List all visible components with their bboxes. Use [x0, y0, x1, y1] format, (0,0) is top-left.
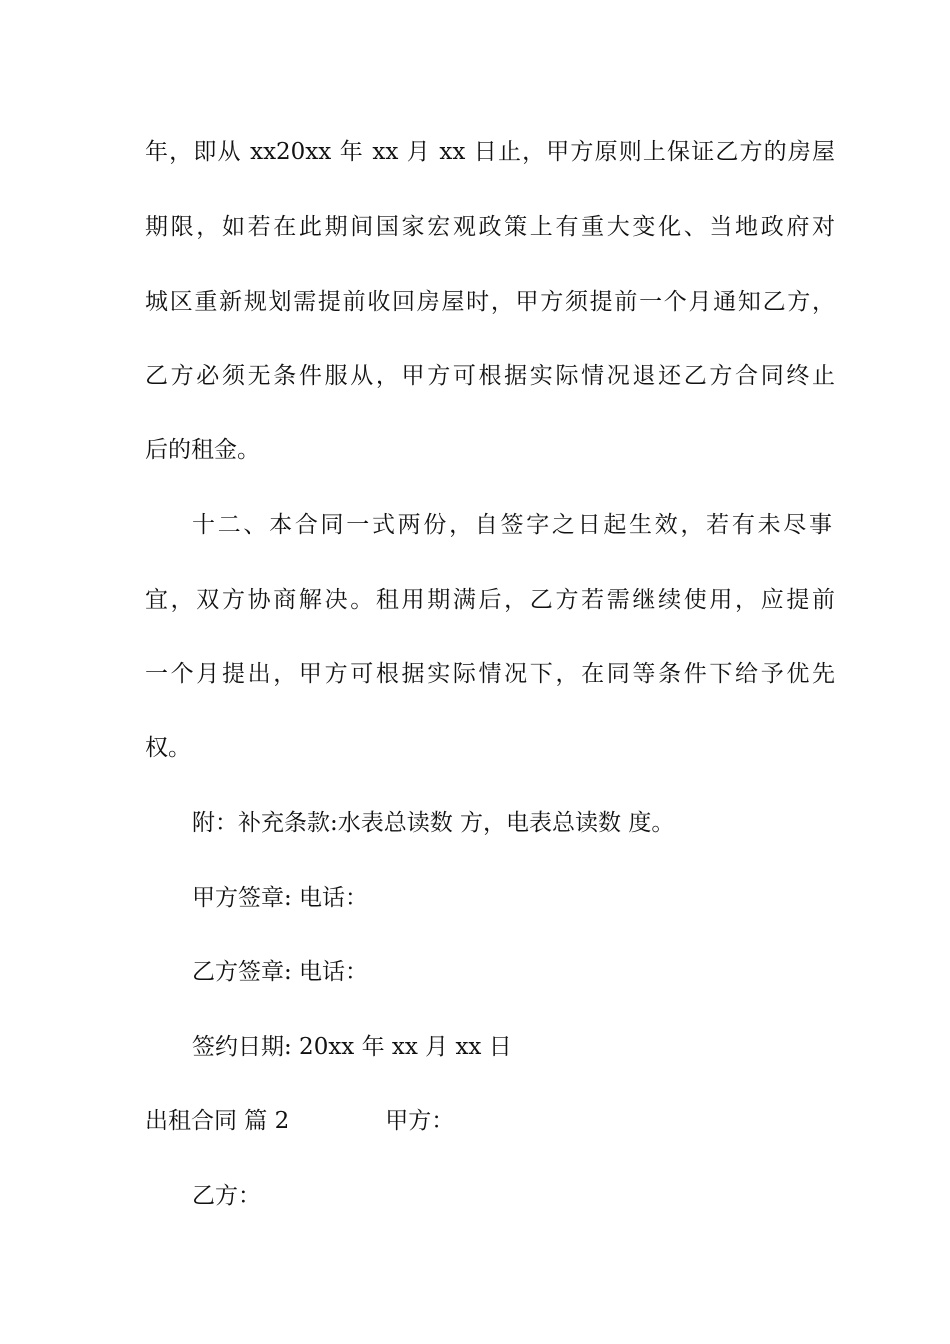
party-a-signature-line: 甲方签章: 电话： [192, 885, 369, 911]
paragraph-line: 期限，如若在此期间国家宏观政策上有重大变化、当地政府对 [145, 214, 835, 240]
party-b-signature-line: 乙方签章: 电话： [192, 959, 369, 985]
paragraph-line: 权。 [145, 735, 191, 761]
paragraph-line: 年，即从 xx20xx 年 xx 月 xx 日止，甲方原则上保证乙方的房屋 [145, 139, 835, 165]
paragraph-line: 一个月提出，甲方可根据实际情况下，在同等条件下给予优先 [145, 661, 835, 687]
paragraph-line: 乙方必须无条件服从，甲方可根据实际情况退还乙方合同终止 [145, 363, 835, 389]
section-heading-line [145, 1101, 835, 1141]
section-title: 出租合同 篇 2 [145, 1108, 290, 1134]
paragraph-line: 后的租金。 [145, 437, 260, 463]
clause-twelve-line: 十二、本合同一式两份，自签字之日起生效，若有未尽事 [192, 512, 832, 538]
supplementary-clause: 附：补充条款:水表总读数 方，电表总读数 度。 [192, 810, 675, 836]
party-b-label: 乙方： [192, 1183, 261, 1209]
paragraph-line: 宜，双方协商解决。租用期满后，乙方若需继续使用，应提前 [145, 587, 835, 613]
party-a-label: 甲方： [385, 1108, 455, 1134]
paragraph-line: 城区重新规划需提前收回房屋时，甲方须提前一个月通知乙方， [145, 289, 835, 315]
signing-date-line: 签约日期: 20xx 年 xx 月 xx 日 [192, 1034, 512, 1060]
